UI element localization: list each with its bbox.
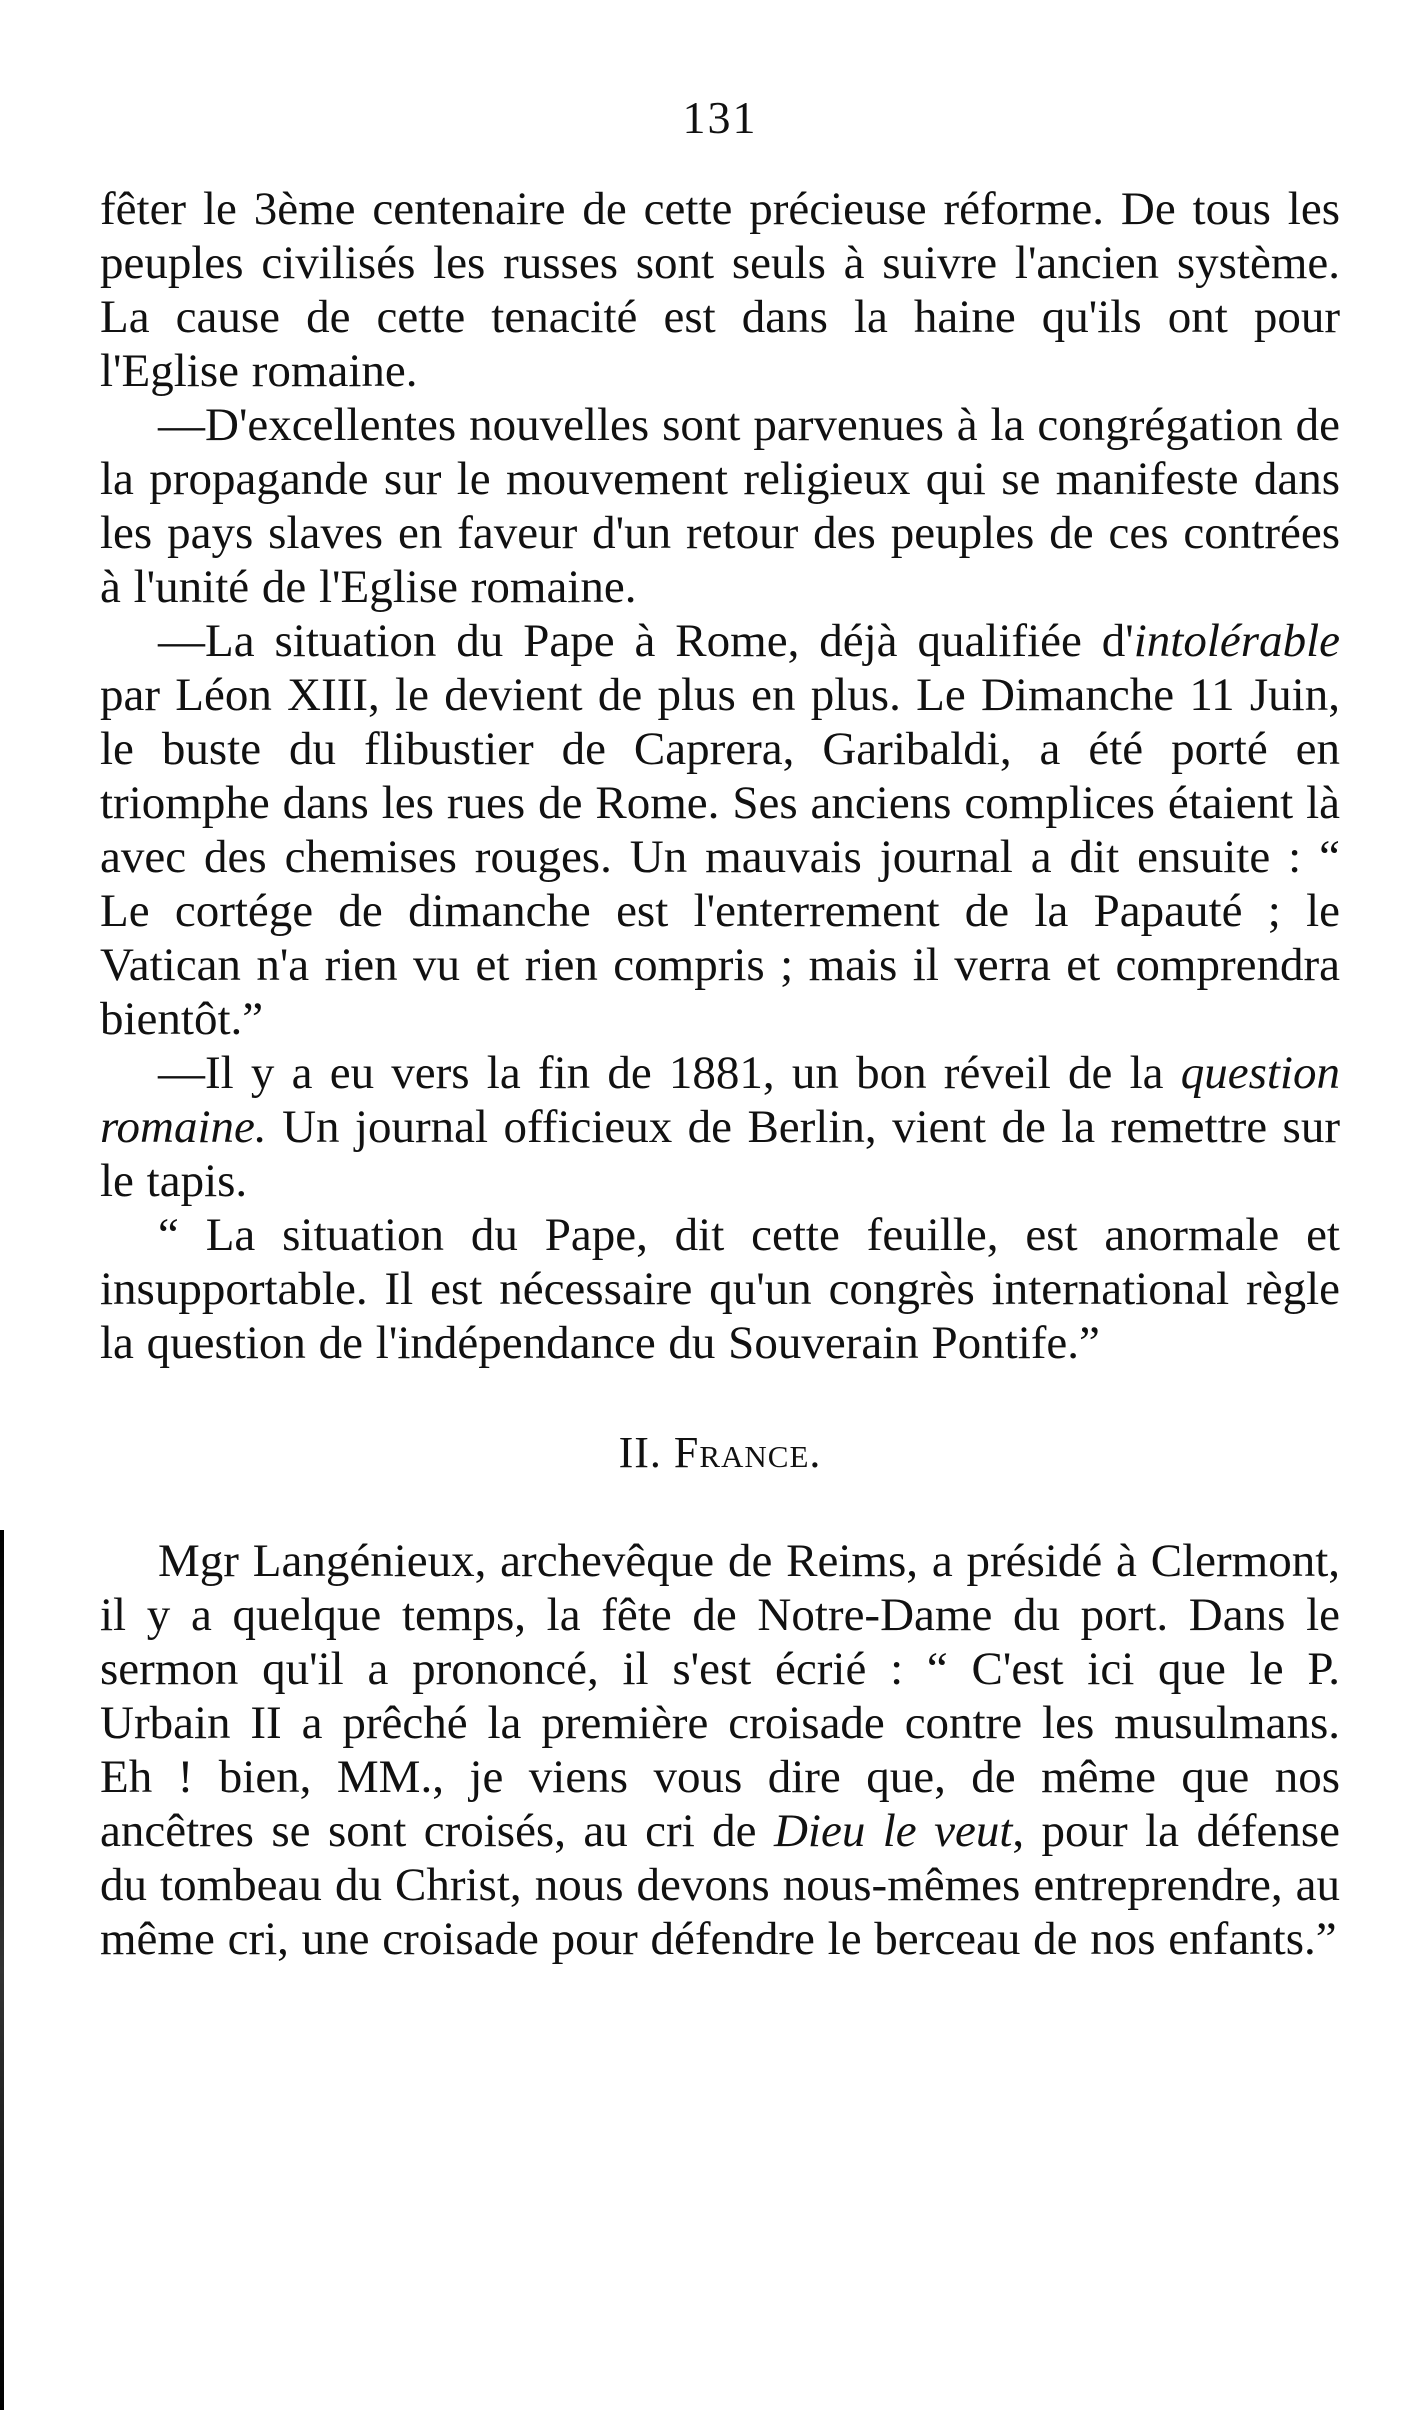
body-text-top: [100, 182, 1340, 1370]
page-edge-shadow: [0, 1530, 4, 2410]
paragraph-5: [100, 1208, 1340, 1370]
section-number: II.: [618, 1428, 662, 1477]
italic-term: Dieu le veut: [773, 1805, 1013, 1857]
text-segment: “ La situation du Pape, dit cette feuille, est anormale et insupportable. Il est nécessaire qu'un congrès international règle la question de l'indépendance du Souverain Pontife.”: [100, 1209, 1340, 1369]
paragraph-1: [100, 182, 1340, 398]
italic-term: question romaine.: [100, 1047, 1340, 1153]
section-title: France.: [673, 1428, 822, 1477]
text-segment: Un journal officieux de Berlin, vient de la remettre sur le tapis.: [100, 1101, 1340, 1207]
text-segment: , pour la défense du tombeau du Christ, nous devons nous-mêmes entreprendre, au même cri, une croisade pour défendre le berceau de nos enfants.”: [100, 1805, 1340, 1965]
paragraph-4: [100, 1046, 1340, 1208]
text-segment: Mgr Langénieux, archevêque de Reims, a présidé à Clermont, il y a quelque temps, la fête de Notre-Dame du port. Dans le sermon qu'il a prononcé, il s'est écrié : “ C'est ici que le P. Urbain II a prêché la première croisade contre les musulmans. Eh ! bien, MM., je viens vous dire que, de même que nos ancêtres se sont croisés, au cri de: [100, 1535, 1340, 1857]
text-segment: par Léon XIII, le devient de plus en plus. Le Dimanche 11 Juin, le buste du flibustier de Caprera, Garibaldi, a été porté en triomphe dans les rues de Rome. Ses anciens complices étaient là avec des chemises rouges. Un mauvais journal a dit ensuite : “ Le cortége de dimanche est l'enterrement de la Papauté ; le Vatican n'a rien vu et rien compris ; mais il verra et comprendra bientôt.”: [100, 669, 1340, 1045]
paragraph-3: [100, 614, 1340, 1046]
page-number: 131: [682, 92, 758, 143]
section-heading: [100, 1426, 1340, 1480]
text-segment: —Il y a eu vers la fin de 1881, un bon réveil de la: [158, 1047, 1181, 1099]
document-page: [100, 90, 1340, 2390]
body-text-bottom: [100, 1534, 1340, 1966]
paragraph-6: [100, 1534, 1340, 1966]
text-segment: —La situation du Pape à Rome, déjà qualifiée d': [158, 615, 1134, 667]
italic-term: intolérable: [1133, 615, 1340, 667]
paragraph-2: [100, 398, 1340, 614]
text-segment: —D'excellentes nouvelles sont parvenues à la congrégation de la propagande sur le mouvement religieux qui se manifeste dans les pays slaves en faveur d'un retour des peuples de ces contrées à l'unité de l'Eglise romaine.: [100, 399, 1340, 613]
text-segment: fêter le 3ème centenaire de cette précieuse réforme. De tous les peuples civilisés les russes sont seuls à suivre l'ancien système. La cause de cette tenacité est dans la haine qu'ils ont pour l'Eglise romaine.: [100, 183, 1340, 397]
